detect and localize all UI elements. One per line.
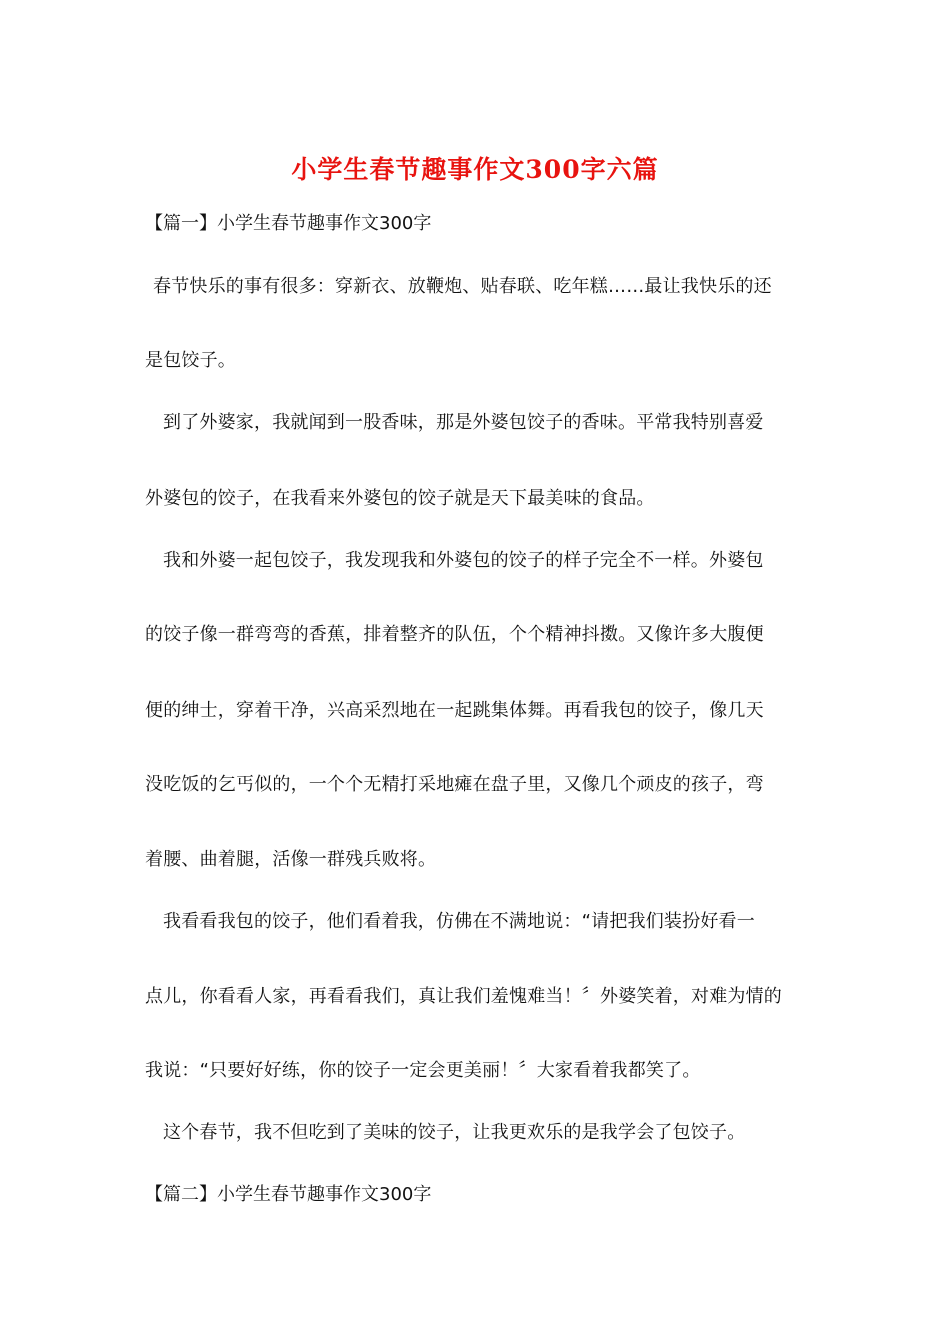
paragraph-line: 春节快乐的事有很多：穿新衣、放鞭炮、贴春联、吃年糕……最让我快乐的还 [153,276,772,297]
paragraph-line: 点儿，你看看人家，再看看我们，真让我们羞愧难当！〞外婆笑着，对难为情的 [145,986,782,1007]
paragraph-line: 外婆包的饺子，在我看来外婆包的饺子就是天下最美味的食品。 [145,488,655,509]
paragraph-line: 我说：“只要好好练，你的饺子一定会更美丽！〞大家看着我都笑了。 [145,1060,701,1081]
paragraph-line: 我看看我包的饺子，他们看着我，仿佛在不满地说：“请把我们装扮好看一 [163,911,755,932]
paragraph-line: 没吃饭的乞丐似的，一个个无精打采地瘫在盘子里，又像几个顽皮的孩子，弯 [145,774,764,795]
paragraph-line: 我和外婆一起包饺子，我发现我和外婆包的饺子的样子完全不一样。外婆包 [163,550,764,571]
paragraph-line: 着腰、曲着腿，活像一群残兵败将。 [145,849,437,870]
paragraph-line: 的饺子像一群弯弯的香蕉，排着整齐的队伍，个个精神抖擞。又像许多大腹便 [145,624,764,645]
paragraph-line: 便的绅士，穿着干净，兴高采烈地在一起跳集体舞。再看我包的饺子，像几天 [145,700,764,721]
section-heading-2: 【篇二】小学生春节趣事作文300字 [145,1184,432,1205]
section-heading-1: 【篇一】小学生春节趣事作文300字 [145,213,432,234]
paragraph-line: 这个春节，我不但吃到了美味的饺子，让我更欢乐的是我学会了包饺子。 [163,1122,746,1143]
document-title: 小学生春节趣事作文300字六篇 [291,155,659,184]
paragraph-line: 到了外婆家，我就闻到一股香味，那是外婆包饺子的香味。平常我特别喜爱 [163,412,764,433]
paragraph-line: 是包饺子。 [145,350,236,371]
